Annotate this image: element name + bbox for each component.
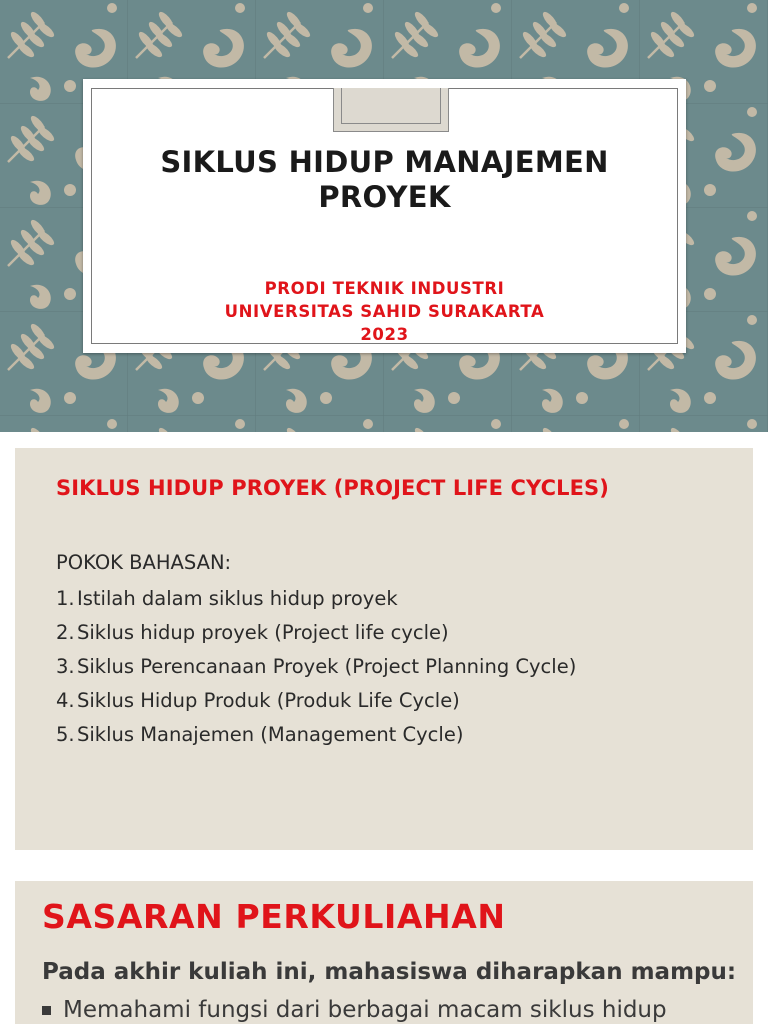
- list-item-number: 3.: [56, 655, 75, 678]
- list-item-text: Siklus Hidup Produk (Produk Life Cycle): [77, 689, 460, 712]
- list-item: [56, 684, 576, 718]
- list-item-number: 5.: [56, 723, 75, 746]
- main-title-line1: SIKLUS HIDUP MANAJEMEN: [160, 145, 609, 179]
- list-item-number: 4.: [56, 689, 75, 712]
- objectives-intro: Pada akhir kuliah ini, mahasiswa diharapkan mampu:: [42, 959, 737, 985]
- title-card-frame: [91, 88, 678, 344]
- list-item-number: 1.: [56, 587, 75, 610]
- list-item-text: Siklus Manajemen (Management Cycle): [77, 723, 464, 746]
- list-item: [56, 650, 576, 684]
- list-item-text: Siklus hidup proyek (Project life cycle): [77, 621, 449, 644]
- main-title: [92, 145, 677, 215]
- title-card: [83, 79, 686, 353]
- objectives-title: SASARAN PERKULIAHAN: [42, 897, 506, 936]
- list-item: [56, 582, 576, 616]
- list-item: [56, 616, 576, 650]
- outline-slide: [15, 448, 753, 850]
- list-item-text: Istilah dalam siklus hidup proyek: [77, 587, 398, 610]
- outline-heading: POKOK BAHASAN:: [56, 551, 232, 574]
- outline-list: [56, 582, 576, 752]
- main-title-line2: PROYEK: [318, 180, 451, 214]
- outline-title: SIKLUS HIDUP PROYEK (PROJECT LIFE CYCLES): [56, 476, 609, 500]
- title-slide: [0, 0, 768, 432]
- subtitle-university: UNIVERSITAS SAHID SURAKARTA: [224, 302, 545, 321]
- objectives-bullet: [42, 997, 667, 1023]
- list-item-number: 2.: [56, 621, 75, 644]
- subtitle-year: 2023: [360, 325, 409, 344]
- square-bullet-icon: [42, 1006, 51, 1015]
- subtitle-program: PRODI TEKNIK INDUSTRI: [264, 279, 505, 298]
- objectives-slide: [15, 881, 753, 1024]
- list-item-text: Siklus Perencanaan Proyek (Project Planning Cycle): [77, 655, 577, 678]
- title-tab-decoration: [333, 88, 449, 132]
- list-item: [56, 718, 576, 752]
- objectives-bullet-text: Memahami fungsi dari berbagai macam siklus hidup: [63, 997, 667, 1023]
- subtitle-block: [92, 277, 677, 346]
